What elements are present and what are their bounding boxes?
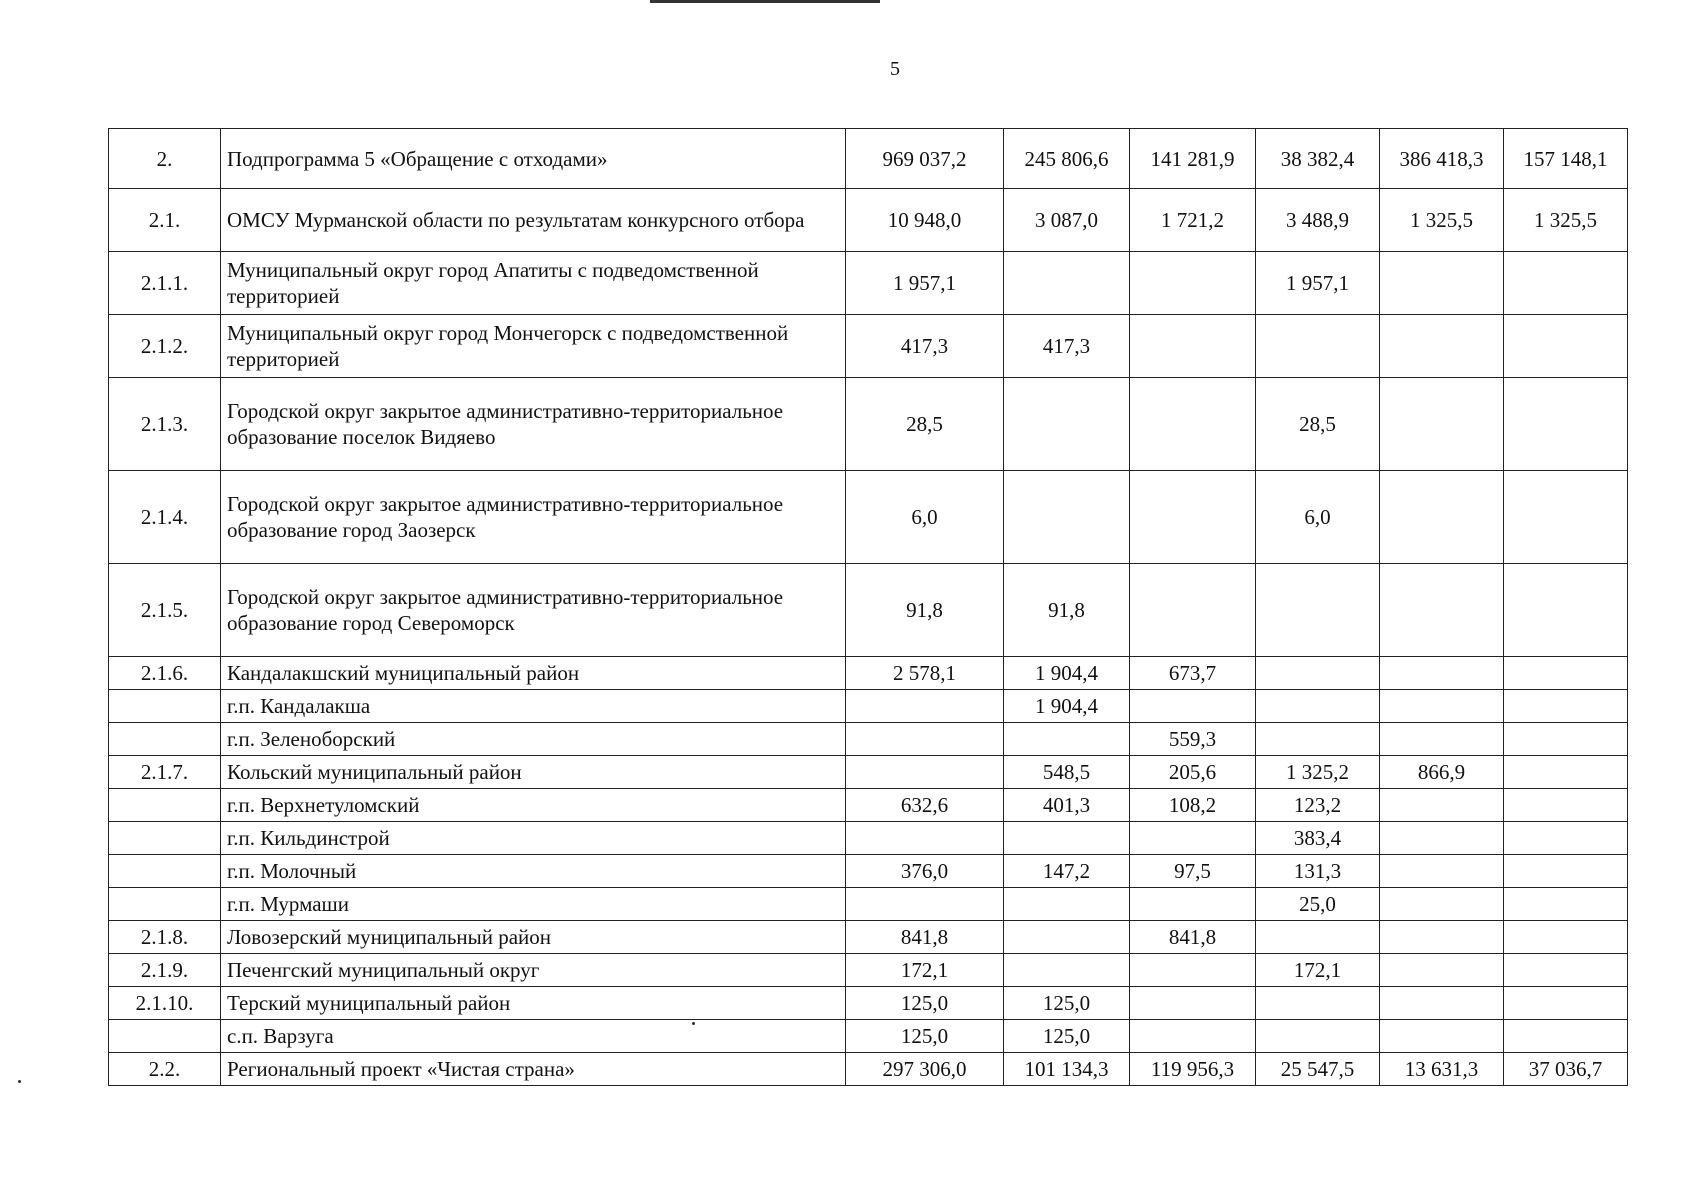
value-cell	[1130, 690, 1256, 723]
row-number	[109, 723, 221, 756]
value-cell	[1380, 822, 1504, 855]
value-cell: 386 418,3	[1380, 129, 1504, 189]
value-cell	[1130, 471, 1256, 564]
value-cell	[1004, 888, 1130, 921]
value-cell: 559,3	[1130, 723, 1256, 756]
row-name: Муниципальный округ город Апатиты с подведомственной территорией	[221, 252, 846, 315]
value-cell	[1504, 789, 1628, 822]
row-name: Терский муниципальный район	[221, 987, 846, 1020]
table-row	[109, 723, 1628, 756]
value-cell: 13 631,3	[1380, 1053, 1504, 1086]
value-cell	[1380, 888, 1504, 921]
value-cell	[846, 690, 1004, 723]
value-cell: 141 281,9	[1130, 129, 1256, 189]
value-cell	[1256, 1020, 1380, 1053]
row-number: 2.1.	[109, 189, 221, 252]
value-cell: 125,0	[1004, 1020, 1130, 1053]
value-cell	[846, 723, 1004, 756]
value-cell: 37 036,7	[1504, 1053, 1628, 1086]
table-row	[109, 378, 1628, 471]
page-number: 5	[890, 58, 900, 80]
table-row	[109, 888, 1628, 921]
value-cell: 38 382,4	[1256, 129, 1380, 189]
value-cell	[1130, 378, 1256, 471]
value-cell: 125,0	[846, 987, 1004, 1020]
budget-table-body	[109, 129, 1628, 1086]
value-cell	[1004, 954, 1130, 987]
value-cell: 205,6	[1130, 756, 1256, 789]
value-cell: 123,2	[1256, 789, 1380, 822]
value-cell: 25 547,5	[1256, 1053, 1380, 1086]
value-cell	[1004, 378, 1130, 471]
row-name: г.п. Кандалакша	[221, 690, 846, 723]
row-name: с.п. Варзуга	[221, 1020, 846, 1053]
value-cell: 10 948,0	[846, 189, 1004, 252]
value-cell: 3 087,0	[1004, 189, 1130, 252]
value-cell	[1504, 987, 1628, 1020]
value-cell	[1504, 564, 1628, 657]
table-row	[109, 822, 1628, 855]
value-cell	[846, 822, 1004, 855]
table-row	[109, 315, 1628, 378]
value-cell: 28,5	[1256, 378, 1380, 471]
value-cell	[1504, 756, 1628, 789]
value-cell: 172,1	[1256, 954, 1380, 987]
row-number	[109, 855, 221, 888]
value-cell: 3 488,9	[1256, 189, 1380, 252]
table-row	[109, 471, 1628, 564]
scan-speck	[18, 1080, 21, 1083]
table-row	[109, 855, 1628, 888]
value-cell: 1 904,4	[1004, 657, 1130, 690]
value-cell	[1504, 378, 1628, 471]
row-number	[109, 1020, 221, 1053]
value-cell: 1 721,2	[1130, 189, 1256, 252]
value-cell: 866,9	[1380, 756, 1504, 789]
value-cell: 147,2	[1004, 855, 1130, 888]
value-cell: 6,0	[1256, 471, 1380, 564]
value-cell	[1504, 954, 1628, 987]
value-cell	[1130, 822, 1256, 855]
row-name: ОМСУ Мурманской области по результатам конкурсного отбора	[221, 189, 846, 252]
value-cell	[1130, 954, 1256, 987]
row-name: Ловозерский муниципальный район	[221, 921, 846, 954]
value-cell: 91,8	[846, 564, 1004, 657]
row-number: 2.	[109, 129, 221, 189]
value-cell	[1130, 315, 1256, 378]
budget-table	[108, 128, 1628, 1086]
value-cell: 383,4	[1256, 822, 1380, 855]
value-cell	[1130, 564, 1256, 657]
row-number	[109, 822, 221, 855]
table-row	[109, 789, 1628, 822]
row-number	[109, 888, 221, 921]
table-row	[109, 1020, 1628, 1053]
row-name: г.п. Молочный	[221, 855, 846, 888]
value-cell: 1 957,1	[846, 252, 1004, 315]
value-cell	[1504, 252, 1628, 315]
scan-artifact-top	[650, 0, 880, 3]
value-cell	[1380, 690, 1504, 723]
value-cell: 172,1	[846, 954, 1004, 987]
value-cell: 841,8	[1130, 921, 1256, 954]
value-cell	[1504, 888, 1628, 921]
value-cell: 97,5	[1130, 855, 1256, 888]
row-name: г.п. Зеленоборский	[221, 723, 846, 756]
value-cell	[1504, 690, 1628, 723]
row-number: 2.1.10.	[109, 987, 221, 1020]
table-row	[109, 756, 1628, 789]
row-name: Городской округ закрытое административно-территориальное образование город Североморск	[221, 564, 846, 657]
value-cell	[1504, 1020, 1628, 1053]
value-cell: 108,2	[1130, 789, 1256, 822]
row-name: Подпрограмма 5 «Обращение с отходами»	[221, 129, 846, 189]
row-number: 2.2.	[109, 1053, 221, 1086]
row-number	[109, 789, 221, 822]
value-cell	[1256, 723, 1380, 756]
value-cell	[1256, 564, 1380, 657]
value-cell: 91,8	[1004, 564, 1130, 657]
row-name: Муниципальный округ город Мончегорск с подведомственной территорией	[221, 315, 846, 378]
row-name: Региональный проект «Чистая страна»	[221, 1053, 846, 1086]
value-cell: 157 148,1	[1504, 129, 1628, 189]
row-name: г.п. Мурмаши	[221, 888, 846, 921]
value-cell: 125,0	[1004, 987, 1130, 1020]
row-number: 2.1.2.	[109, 315, 221, 378]
table-row	[109, 129, 1628, 189]
value-cell: 1 325,5	[1504, 189, 1628, 252]
table-row	[109, 252, 1628, 315]
table-row	[109, 921, 1628, 954]
value-cell: 297 306,0	[846, 1053, 1004, 1086]
value-cell: 969 037,2	[846, 129, 1004, 189]
row-number: 2.1.1.	[109, 252, 221, 315]
value-cell: 1 904,4	[1004, 690, 1130, 723]
value-cell	[1004, 723, 1130, 756]
value-cell: 1 325,5	[1380, 189, 1504, 252]
table-row	[109, 987, 1628, 1020]
row-number: 2.1.8.	[109, 921, 221, 954]
value-cell	[1004, 921, 1130, 954]
value-cell	[1504, 657, 1628, 690]
row-number	[109, 690, 221, 723]
value-cell: 245 806,6	[1004, 129, 1130, 189]
value-cell	[1380, 315, 1504, 378]
value-cell: 25,0	[1256, 888, 1380, 921]
value-cell	[1504, 471, 1628, 564]
table-row	[109, 657, 1628, 690]
value-cell	[1504, 315, 1628, 378]
value-cell: 119 956,3	[1130, 1053, 1256, 1086]
table-row	[109, 690, 1628, 723]
value-cell	[1380, 855, 1504, 888]
value-cell: 131,3	[1256, 855, 1380, 888]
row-number: 2.1.9.	[109, 954, 221, 987]
value-cell	[1380, 987, 1504, 1020]
value-cell: 101 134,3	[1004, 1053, 1130, 1086]
row-name: Кандалакшский муниципальный район	[221, 657, 846, 690]
value-cell	[1380, 378, 1504, 471]
value-cell: 28,5	[846, 378, 1004, 471]
value-cell: 376,0	[846, 855, 1004, 888]
value-cell: 401,3	[1004, 789, 1130, 822]
table-row	[109, 189, 1628, 252]
value-cell	[1504, 855, 1628, 888]
row-name: Печенгский муниципальный округ	[221, 954, 846, 987]
row-number: 2.1.6.	[109, 657, 221, 690]
value-cell: 1 957,1	[1256, 252, 1380, 315]
value-cell	[1256, 315, 1380, 378]
value-cell	[1504, 723, 1628, 756]
row-name: г.п. Верхнетуломский	[221, 789, 846, 822]
row-name: Кольский муниципальный район	[221, 756, 846, 789]
value-cell	[1380, 252, 1504, 315]
value-cell	[1130, 252, 1256, 315]
value-cell	[1380, 657, 1504, 690]
value-cell: 417,3	[1004, 315, 1130, 378]
table-row	[109, 1053, 1628, 1086]
value-cell	[1504, 822, 1628, 855]
value-cell	[1130, 1020, 1256, 1053]
value-cell	[1004, 471, 1130, 564]
value-cell	[1130, 987, 1256, 1020]
value-cell: 841,8	[846, 921, 1004, 954]
value-cell	[1380, 723, 1504, 756]
row-number: 2.1.7.	[109, 756, 221, 789]
value-cell	[1256, 690, 1380, 723]
value-cell: 632,6	[846, 789, 1004, 822]
table-row	[109, 954, 1628, 987]
value-cell: 673,7	[1130, 657, 1256, 690]
table-row	[109, 564, 1628, 657]
value-cell	[1380, 564, 1504, 657]
value-cell: 125,0	[846, 1020, 1004, 1053]
value-cell	[1256, 987, 1380, 1020]
value-cell	[1004, 252, 1130, 315]
row-name: Городской округ закрытое административно-территориальное образование поселок Видяево	[221, 378, 846, 471]
row-number: 2.1.4.	[109, 471, 221, 564]
value-cell	[1504, 921, 1628, 954]
value-cell	[1380, 921, 1504, 954]
value-cell	[846, 888, 1004, 921]
value-cell	[1380, 471, 1504, 564]
value-cell: 2 578,1	[846, 657, 1004, 690]
row-number: 2.1.5.	[109, 564, 221, 657]
value-cell	[1004, 822, 1130, 855]
value-cell	[1380, 789, 1504, 822]
value-cell	[1256, 657, 1380, 690]
value-cell	[1130, 888, 1256, 921]
value-cell	[1256, 921, 1380, 954]
row-name: г.п. Кильдинстрой	[221, 822, 846, 855]
value-cell	[846, 756, 1004, 789]
row-name: Городской округ закрытое административно-территориальное образование город Заозерск	[221, 471, 846, 564]
value-cell: 6,0	[846, 471, 1004, 564]
value-cell	[1380, 1020, 1504, 1053]
value-cell	[1380, 954, 1504, 987]
value-cell: 1 325,2	[1256, 756, 1380, 789]
value-cell: 548,5	[1004, 756, 1130, 789]
row-number: 2.1.3.	[109, 378, 221, 471]
value-cell: 417,3	[846, 315, 1004, 378]
